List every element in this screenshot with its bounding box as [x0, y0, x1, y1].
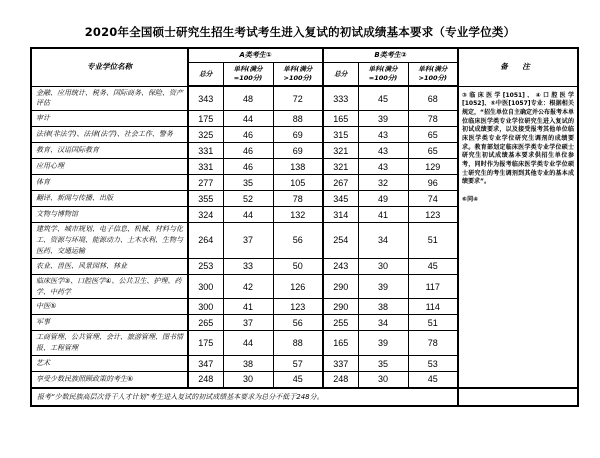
b-total-cell: 314 — [323, 207, 358, 223]
a-total-cell: 175 — [188, 331, 223, 356]
header-group-b: B类考生② — [323, 48, 458, 62]
table-body — [31, 86, 578, 388]
b-sub-eq100-cell: 30 — [358, 372, 408, 388]
degree-name-cell: 金融、应用统计、税务、国际商务、保险、资产评估 — [31, 86, 188, 111]
a-sub-eq100-cell: 41 — [223, 299, 273, 315]
b-sub-gt100-cell: 45 — [408, 258, 458, 274]
degree-name-cell: 翻译、新闻与传播、出版 — [31, 191, 188, 207]
degree-name-cell: 工商管理、公共管理、会计、旅游管理、图书情报、工程管理 — [31, 331, 188, 356]
b-sub-eq100-cell: 38 — [358, 299, 408, 315]
b-total-cell: 165 — [323, 111, 358, 127]
b-sub-eq100-cell: 45 — [358, 86, 408, 111]
a-total-cell: 253 — [188, 258, 223, 274]
degree-name-cell: 临床医学③、口腔医学④、公共卫生、护理、药学、中药学 — [31, 274, 188, 299]
a-sub-gt100-cell: 50 — [273, 258, 323, 274]
b-sub-gt100-cell: 74 — [408, 191, 458, 207]
a-sub-eq100-cell: 46 — [223, 143, 273, 159]
a-sub-eq100-cell: 37 — [223, 315, 273, 331]
header-degree-name: 专业学位名称 — [31, 48, 188, 86]
b-sub-eq100-cell: 43 — [358, 127, 408, 143]
a-total-cell: 331 — [188, 159, 223, 175]
a-sub-gt100-cell: 72 — [273, 86, 323, 111]
b-total-cell: 321 — [323, 159, 358, 175]
a-total-cell: 331 — [188, 143, 223, 159]
a-sub-eq100-cell: 48 — [223, 86, 273, 111]
a-sub-gt100-cell: 132 — [273, 207, 323, 223]
header-a-sub-gt100: 单科(满分>100分) — [273, 62, 323, 86]
header-group-a: A类考生① — [188, 48, 323, 62]
header-a-total: 总分 — [188, 62, 223, 86]
a-sub-eq100-cell: 38 — [223, 356, 273, 372]
a-total-cell: 277 — [188, 175, 223, 191]
b-sub-eq100-cell: 39 — [358, 111, 408, 127]
notes-body-text: ③临床医学[1051]、④口腔医学[1052]、⑤中医[1057]专业：根据相关规定，“招生单位自主确定并公布报考本单位临床医学类专业学位研究生进入复试的初试成绩要求，以及接受报考其他单位临床医学类专业学位研究生调剂的成绩要求。教育部划定临床医学类专业学位硕士研究生初试成绩基本要求供招生单位参考，同时作为报考临床医学类专业学位硕士研究生的考生调剂到其他专业的基本成绩要求”。 — [462, 91, 574, 186]
b-total-cell: 267 — [323, 175, 358, 191]
b-total-cell: 255 — [323, 315, 358, 331]
a-sub-eq100-cell: 33 — [223, 258, 273, 274]
notes-cell — [458, 86, 578, 388]
a-sub-gt100-cell: 123 — [273, 299, 323, 315]
b-sub-gt100-cell: 117 — [408, 274, 458, 299]
a-sub-gt100-cell: 138 — [273, 159, 323, 175]
a-sub-gt100-cell: 69 — [273, 127, 323, 143]
a-total-cell: 300 — [188, 299, 223, 315]
a-sub-eq100-cell: 44 — [223, 331, 273, 356]
b-sub-gt100-cell: 96 — [408, 175, 458, 191]
a-sub-eq100-cell: 35 — [223, 175, 273, 191]
b-sub-gt100-cell: 45 — [408, 372, 458, 388]
footnote-notes-empty-cell — [458, 388, 578, 406]
footnote-row — [31, 388, 578, 406]
b-total-cell: 290 — [323, 274, 358, 299]
a-sub-gt100-cell: 45 — [273, 372, 323, 388]
a-total-cell: 300 — [188, 274, 223, 299]
a-sub-gt100-cell: 78 — [273, 191, 323, 207]
b-total-cell: 248 — [323, 372, 358, 388]
table-row — [31, 86, 578, 111]
score-requirements-table — [30, 47, 579, 407]
degree-name-cell: 教育、汉语国际教育 — [31, 143, 188, 159]
b-sub-gt100-cell: 51 — [408, 223, 458, 259]
degree-name-cell: 农业、兽医、风景园林、林业 — [31, 258, 188, 274]
a-total-cell: 347 — [188, 356, 223, 372]
degree-name-cell: 审计 — [31, 111, 188, 127]
b-total-cell: 243 — [323, 258, 358, 274]
a-sub-eq100-cell: 37 — [223, 223, 273, 259]
a-sub-gt100-cell: 88 — [273, 331, 323, 356]
b-sub-eq100-cell: 39 — [358, 274, 408, 299]
b-sub-gt100-cell: 114 — [408, 299, 458, 315]
b-total-cell: 345 — [323, 191, 358, 207]
b-sub-eq100-cell: 34 — [358, 223, 408, 259]
a-sub-gt100-cell: 56 — [273, 315, 323, 331]
b-sub-eq100-cell: 32 — [358, 175, 408, 191]
header-a-sub-eq100: 单科(满分=100分) — [223, 62, 273, 86]
degree-name-cell: 享受少数民族照顾政策的考生⑥ — [31, 372, 188, 388]
a-total-cell: 343 — [188, 86, 223, 111]
footnote-text: 报考“少数民族高层次骨干人才计划”考生进入复试的初试成绩基本要求为总分不低于248分。 — [31, 388, 458, 406]
a-sub-eq100-cell: 30 — [223, 372, 273, 388]
a-total-cell: 324 — [188, 207, 223, 223]
header-b-sub-eq100: 单科(满分=100分) — [358, 62, 408, 86]
degree-name-cell: 体育 — [31, 175, 188, 191]
b-sub-eq100-cell: 49 — [358, 191, 408, 207]
notes-addendum-text: ⑥同④ — [462, 196, 479, 204]
b-sub-gt100-cell: 78 — [408, 111, 458, 127]
b-sub-gt100-cell: 123 — [408, 207, 458, 223]
b-sub-eq100-cell: 43 — [358, 143, 408, 159]
a-sub-gt100-cell: 105 — [273, 175, 323, 191]
b-sub-gt100-cell: 51 — [408, 315, 458, 331]
b-total-cell: 333 — [323, 86, 358, 111]
b-sub-gt100-cell: 65 — [408, 127, 458, 143]
b-sub-gt100-cell: 78 — [408, 331, 458, 356]
header-b-total: 总分 — [323, 62, 358, 86]
degree-name-cell: 军事 — [31, 315, 188, 331]
a-sub-eq100-cell: 42 — [223, 274, 273, 299]
a-total-cell: 264 — [188, 223, 223, 259]
header-b-sub-gt100: 单科(满分>100分) — [408, 62, 458, 86]
a-total-cell: 325 — [188, 127, 223, 143]
b-sub-eq100-cell: 39 — [358, 331, 408, 356]
b-sub-eq100-cell: 41 — [358, 207, 408, 223]
a-sub-gt100-cell: 69 — [273, 143, 323, 159]
table-header — [31, 48, 578, 86]
a-sub-eq100-cell: 46 — [223, 159, 273, 175]
b-total-cell: 337 — [323, 356, 358, 372]
document-page — [0, 24, 600, 458]
a-sub-gt100-cell: 126 — [273, 274, 323, 299]
degree-name-cell: 法律(非法学)、法律(法学)、社会工作、警务 — [31, 127, 188, 143]
a-sub-eq100-cell: 44 — [223, 207, 273, 223]
b-sub-gt100-cell: 129 — [408, 159, 458, 175]
b-sub-eq100-cell: 30 — [358, 258, 408, 274]
b-sub-eq100-cell: 35 — [358, 356, 408, 372]
b-total-cell: 254 — [323, 223, 358, 259]
b-total-cell: 165 — [323, 331, 358, 356]
b-sub-gt100-cell: 68 — [408, 86, 458, 111]
a-total-cell: 265 — [188, 315, 223, 331]
a-total-cell: 355 — [188, 191, 223, 207]
degree-name-cell: 应用心理 — [31, 159, 188, 175]
degree-name-cell: 中医⑤ — [31, 299, 188, 315]
b-total-cell: 290 — [323, 299, 358, 315]
b-sub-gt100-cell: 53 — [408, 356, 458, 372]
degree-name-cell: 艺术 — [31, 356, 188, 372]
degree-name-cell: 建筑学、城市规划、电子信息、机械、材料与化工、资源与环境、能源动力、土木水利、生物与医药、交通运输 — [31, 223, 188, 259]
a-sub-eq100-cell: 52 — [223, 191, 273, 207]
b-sub-eq100-cell: 34 — [358, 315, 408, 331]
a-sub-gt100-cell: 57 — [273, 356, 323, 372]
a-sub-eq100-cell: 44 — [223, 111, 273, 127]
a-sub-gt100-cell: 56 — [273, 223, 323, 259]
a-sub-gt100-cell: 88 — [273, 111, 323, 127]
a-total-cell: 175 — [188, 111, 223, 127]
table-footer — [31, 388, 578, 406]
page-title: 2020年全国硕士研究生招生考试考生进入复试的初试成绩基本要求（专业学位类） — [84, 25, 516, 39]
b-total-cell: 321 — [323, 143, 358, 159]
b-sub-eq100-cell: 43 — [358, 159, 408, 175]
degree-name-cell: 文物与博物馆 — [31, 207, 188, 223]
b-sub-gt100-cell: 65 — [408, 143, 458, 159]
b-total-cell: 315 — [323, 127, 358, 143]
a-total-cell: 248 — [188, 372, 223, 388]
header-notes: 备 注 — [458, 48, 578, 86]
a-sub-eq100-cell: 46 — [223, 127, 273, 143]
